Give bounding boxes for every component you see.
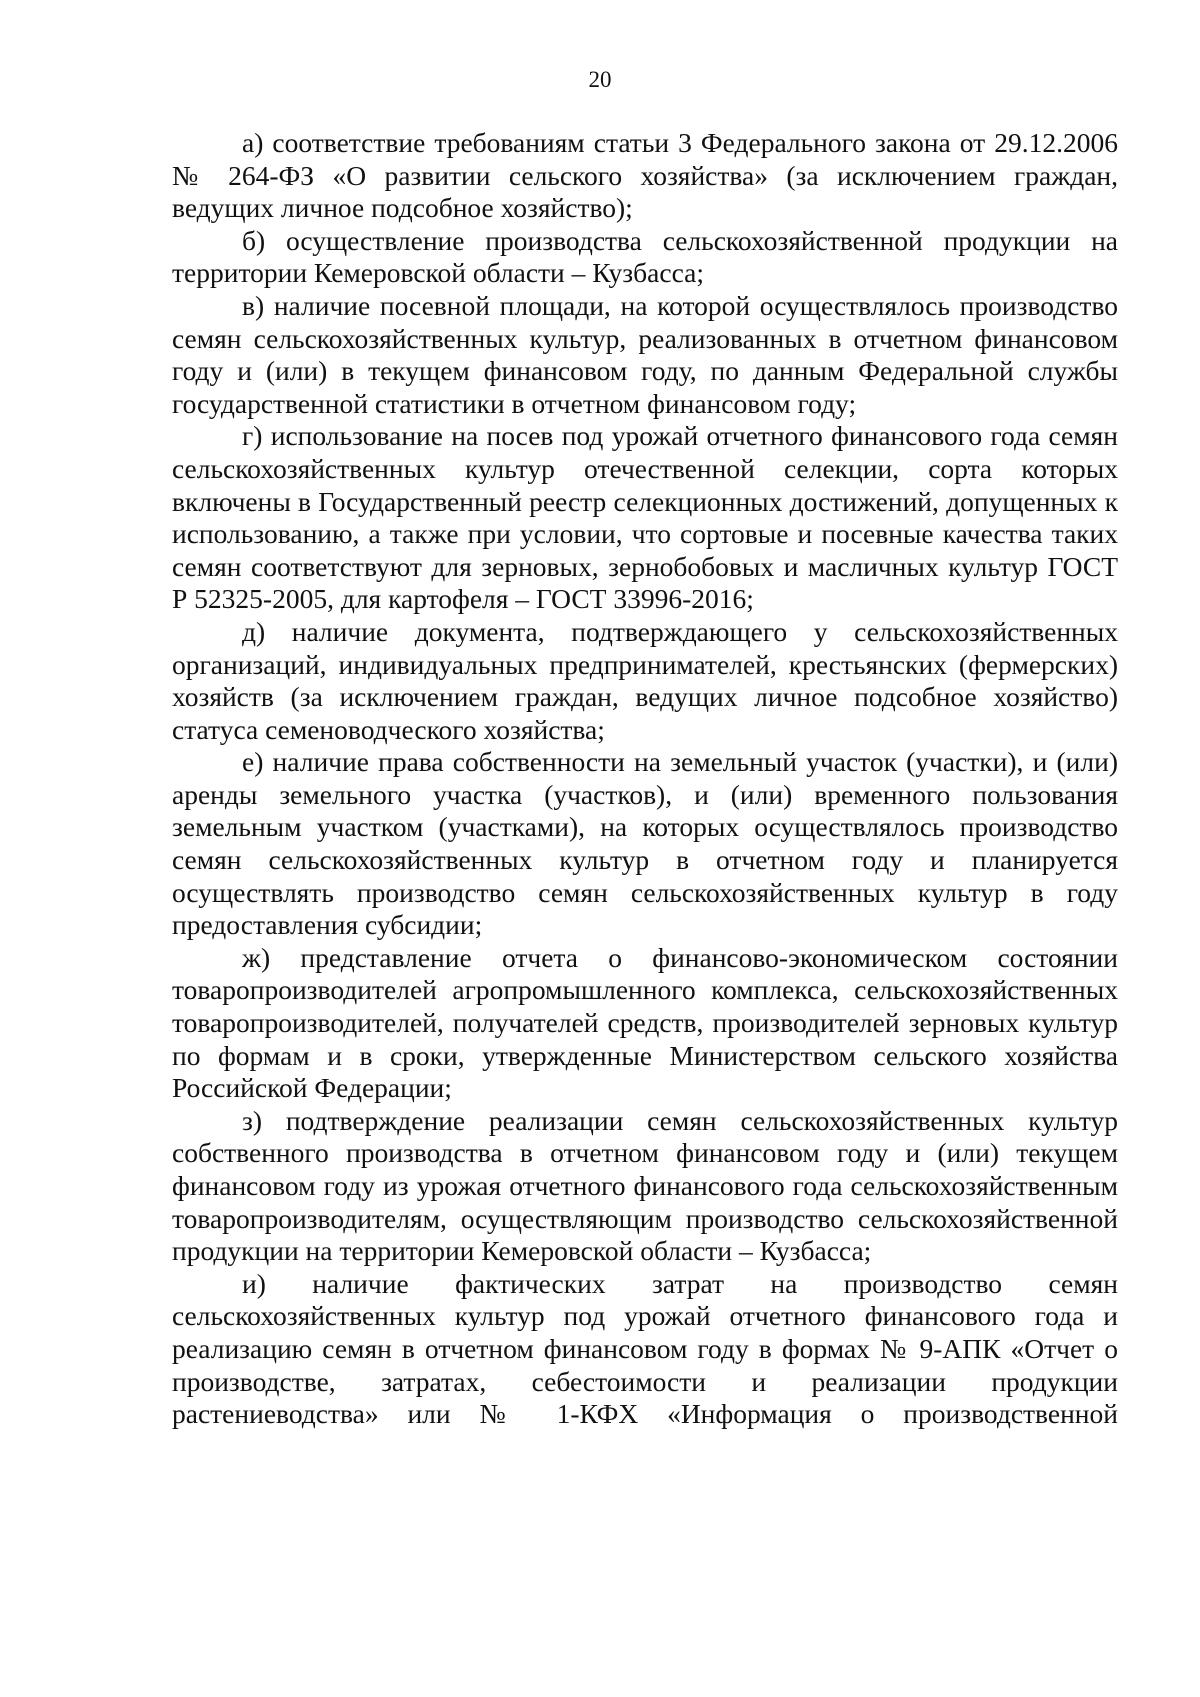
document-body — [172, 127, 1118, 1431]
paragraph-e: е) наличие права собственности на земельный участок (участки), и (или) аренды земельного участка (участков), и (или) временного пользования земельным участком (участками), на которых осуществлялось производство семян сельскохозяйственных культур в отчетном году и планируется осуществлять производство семян сельскохозяйственных культур в году предоставления субсидии; — [172, 746, 1118, 941]
page-number: 20 — [588, 67, 612, 92]
paragraph-g: г) использование на посев под урожай отчетного финансового года семян сельскохозяйственных культур отечественной селекции, сорта которых включены в Государственный реестр селекционных достижений, допущенных к использованию, а также при условии, что сортовые и посевные качества таких семян соответствуют для зерновых, зернобобовых и масличных культур ГОСТ Р 52325-2005, для картофеля – ГОСТ 33996-2016; — [172, 420, 1118, 615]
paragraph-z: з) подтверждение реализации семян сельскохозяйственных культур собственного производства в отчетном финансовом году и (или) текущем финансовом году из урожая отчетного финансового года сельскохозяйственным товаропроизводителям, осуществляющим производство сельскохозяйственной продукции на территории Кемеровской области – Кузбасса; — [172, 1104, 1118, 1267]
paragraph-v: в) наличие посевной площади, на которой осуществлялось производство семян сельскохозяйственных культур, реализованных в отчетном финансовом году и (или) в текущем финансовом году, по данным Федеральной службы государственной статистики в отчетном финансовом году; — [172, 289, 1118, 419]
paragraph-a: а) соответствие требованиям статьи 3 Федерального закона от 29.12.2006 № 264-ФЗ «О развитии сельского хозяйства» (за исключением граждан, ведущих личное подсобное хозяйство); — [172, 127, 1118, 224]
paragraph-i: и) наличие фактических затрат на производство семян сельскохозяйственных культур под урожай отчетного финансового года и реализацию семян в отчетном финансовом году в формах № 9-АПК «Отчет о производстве, затратах, себестоимости и реализации продукции растениеводства» или № 1-КФХ «Информация о производственной — [172, 1267, 1118, 1430]
paragraph-d: д) наличие документа, подтверждающего у сельскохозяйственных организаций, индивидуальных предпринимателей, крестьянских (фермерских) хозяйств (за исключением граждан, ведущих личное подсобное хозяйство) статуса семеноводческого хозяйства; — [172, 615, 1118, 745]
paragraph-b: б) осуществление производства сельскохозяйственной продукции на территории Кемеровской области – Кузбасса; — [172, 224, 1118, 289]
paragraph-zh: ж) представление отчета о финансово-экономическом состоянии товаропроизводителей агропромышленного комплекса, сельскохозяйственных товаропроизводителей, получателей средств, производителей зерновых культур по формам и в сроки, утвержденные Министерством сельского хозяйства Российской Федерации; — [172, 941, 1118, 1104]
